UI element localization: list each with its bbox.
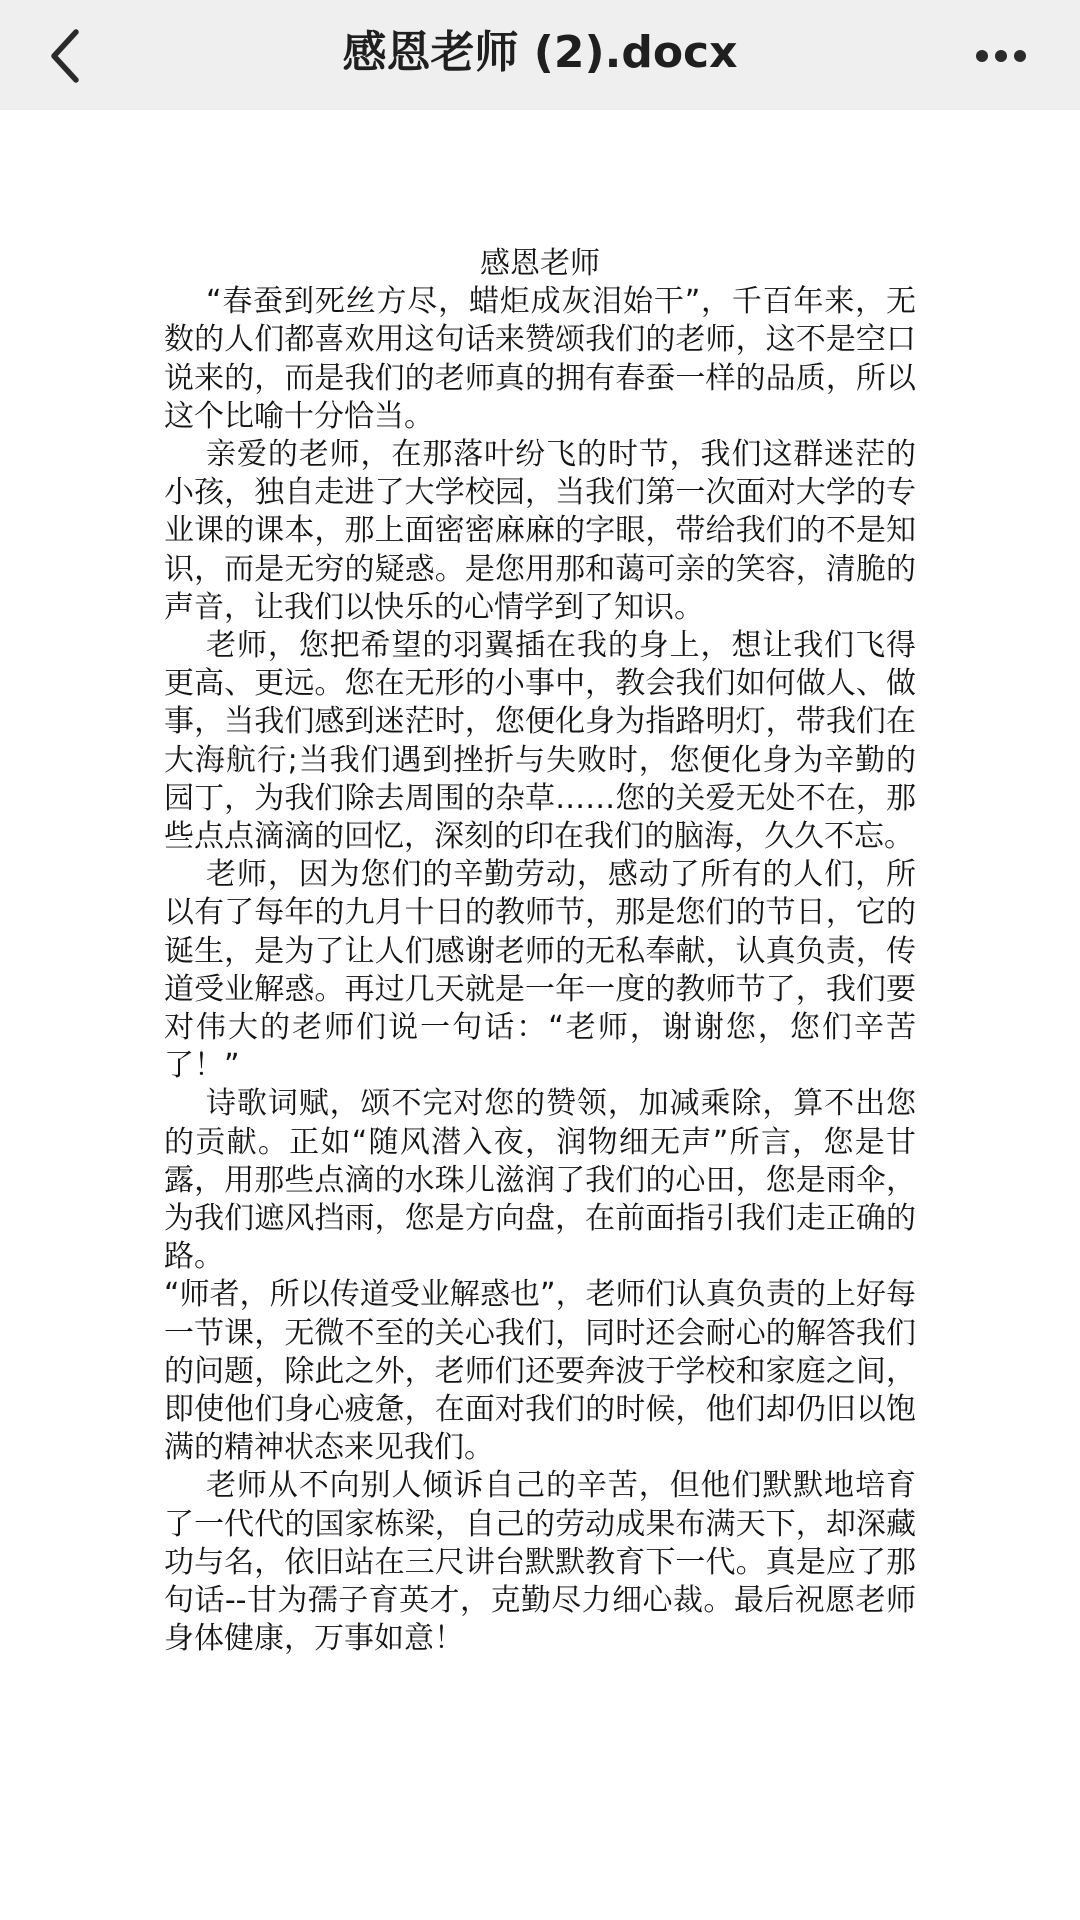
back-button[interactable] — [28, 18, 104, 94]
paragraph-2: 亲爱的老师，在那落叶纷飞的时节，我们这群迷茫的小孩，独自走进了大学校园，当我们第一次面对大学的专业课的课本，那上面密密麻麻的字眼，带给我们的不是知识，而是无穷的疑惑。是您用那和蔼可亲的笑容，清脆的声音，让我们以快乐的心情学到了知识。 — [164, 437, 916, 625]
paragraph-3: 老师，您把希望的羽翼插在我的身上，想让我们飞得更高、更远。您在无形的小事中，教会我们如何做人、做事，当我们感到迷茫时，您便化身为指路明灯，带我们在大海航行;当我们遇到挫折与失败时，您便化身为辛勤的园丁，为我们除去周围的杂草……您的关爱无处不在，那些点点滴滴的回忆，深刻的印在我们的脑海，久久不忘。 — [164, 628, 916, 855]
document-title: 感恩老师 (2).docx — [342, 27, 738, 78]
document-body — [164, 245, 916, 1659]
paragraph-6: “师者，所以传道受业解惑也”，老师们认真负责的上好每一节课，无微不至的关心我们，同时还会耐心的解答我们的问题，除此之外，老师们还要奔波于学校和家庭之间，即使他们身心疲惫，在面对我们的时候，他们却仍旧以饱满的精神状态来见我们。 — [164, 1277, 916, 1466]
document-heading: 感恩老师 — [480, 246, 600, 281]
nav-bar — [0, 0, 1080, 110]
chevron-left-icon — [46, 28, 86, 84]
paragraph-1: “春蚕到死丝方尽，蜡炬成灰泪始干”，千百年来，无数的人们都喜欢用这句话来赞颂我们的老师，这不是空口说来的，而是我们的老师真的拥有春蚕一样的品质，所以这个比喻十分恰当。 — [164, 284, 916, 434]
paragraph-5: 诗歌词赋，颂不完对您的赞领，加减乘除，算不出您的贡献。正如“随风潜入夜，润物细无声”所言，您是甘露，用那些点滴的水珠儿滋润了我们的心田，您是雨伞，为我们遮风挡雨，您是方向盘，在前面指引我们走正确的路。 — [164, 1086, 916, 1275]
document-page — [0, 110, 1080, 1920]
more-horizontal-icon — [975, 49, 1027, 63]
paragraph-7: 老师从不向别人倾诉自己的辛苦，但他们默默地培育了一代代的国家栋梁，自己的劳动成果布满天下，却深藏功与名，依旧站在三尺讲台默默教育下一代。真是应了那句话--甘为孺子育英才，克勤尽力细心裁。最后祝愿老师身体健康，万事如意！ — [164, 1468, 916, 1657]
more-button[interactable] — [960, 18, 1042, 94]
paragraph-4: 老师，因为您们的辛勤劳动，感动了所有的人们，所以有了每年的九月十日的教师节，那是您们的节日，它的诞生，是为了让人们感谢老师的无私奉献，认真负责，传道受业解惑。再过几天就是一年一度的教师节了，我们要对伟大的老师们说一句话：“老师，谢谢您，您们辛苦了！” — [164, 857, 916, 1084]
